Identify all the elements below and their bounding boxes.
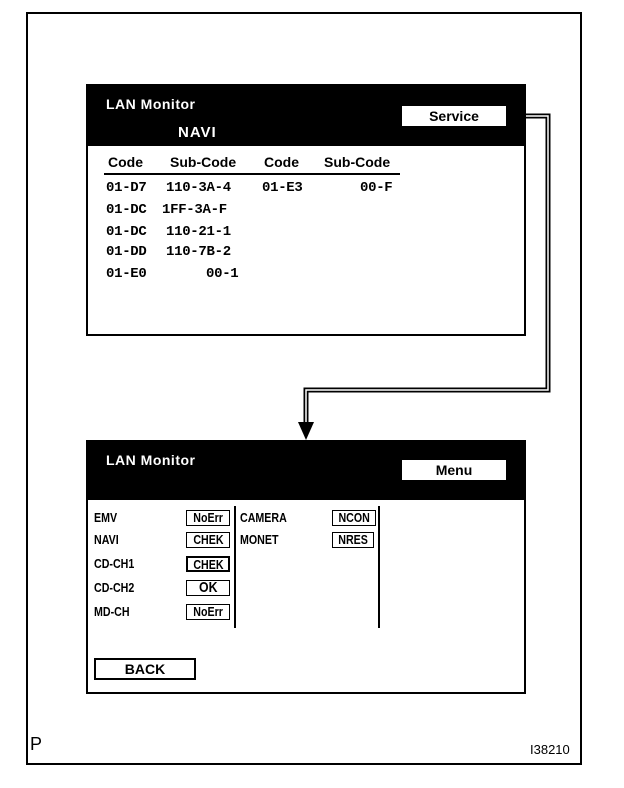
arrow-head-icon [298,422,314,440]
subcode-cell: 00-1 [206,266,239,282]
subcode-cell: 1FF-3A-F [162,202,227,218]
status-badge[interactable]: NRES [332,532,374,548]
lan-monitor-navi-screen [86,84,526,336]
system-name: NAVI [94,532,119,547]
menu-button[interactable]: Menu [402,460,506,480]
figure-id: I38210 [530,742,570,757]
system-name: EMV [94,510,118,525]
code-cell: 01-E3 [262,180,303,196]
title-bar [88,442,524,500]
subcode-cell: 110-3A-4 [166,180,231,196]
status-badge[interactable]: CHEK [186,556,230,572]
service-button[interactable]: Service [402,106,506,126]
status-badge[interactable]: NoErr [186,510,230,526]
header-divider [104,173,400,175]
subcode-cell: 110-21-1 [166,224,231,240]
screen-title: LAN Monitor [106,96,196,112]
system-name: CD-CH2 [94,580,135,595]
status-badge[interactable]: NCON [332,510,376,526]
column-divider [234,506,236,628]
system-name: CAMERA [240,510,287,525]
system-name: CD-CH1 [94,556,135,571]
system-name: MD-CH [94,604,130,619]
corner-label: P [30,734,43,754]
screen-title: LAN Monitor [106,452,196,468]
code-cell: 01-E0 [106,266,147,282]
screen-subtitle: NAVI [178,124,217,141]
column-divider [378,506,380,628]
status-badge[interactable]: NoErr [186,604,230,620]
status-badge[interactable]: CHEK [186,532,230,548]
header-code-2: Code [264,154,299,170]
lan-monitor-menu-screen [86,440,526,694]
title-bar [88,86,524,146]
subcode-cell: 110-7B-2 [166,244,231,260]
header-sub-code: Sub-Code [170,154,237,170]
header-sub-code-2: Sub-Code [324,154,391,170]
system-name: MONET [240,532,279,547]
code-cell: 01-D7 [106,180,147,196]
back-button[interactable]: BACK [94,658,196,680]
subcode-cell: 00-F [360,180,393,196]
code-cell: 01-DC [106,224,147,240]
header-code: Code [108,154,143,170]
code-cell: 01-DD [106,244,147,260]
code-cell: 01-DC [106,202,147,218]
status-badge[interactable]: OK [186,580,230,596]
